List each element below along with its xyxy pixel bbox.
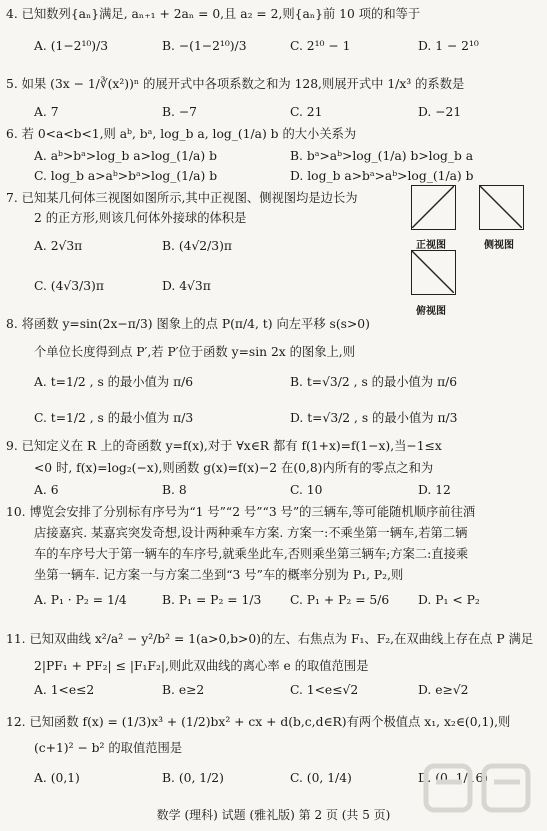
question-11-option-c: C. 1<e≤√2 [290,683,359,697]
question-8-option-d: D. t=√3/2 , s 的最小值为 π/3 [290,411,458,425]
question-11-stem-line-1: 11. 已知双曲线 x²/a² − y²/b² = 1(a>0,b>0)的左、右焦点为 F₁、F₂,在双曲线上存在点 P 满足 [6,632,534,646]
question-4-stem: 4. 已知数列{aₙ}满足, aₙ₊₁ + 2aₙ = 0,且 a₂ = 2,则{aₙ}前 10 项的和等于 [6,7,421,21]
top-view-diagonal [412,251,454,293]
page-footer: 数学 (理科) 试题 (雅礼版) 第 2 页 (共 5 页) [156,808,391,822]
question-6-stem: 6. 若 0<a<b<1,则 aᵇ, bᵃ, log_b a, log_(1/a) b 的大小关系为 [6,127,357,141]
question-7-option-d: D. 4√3π [162,279,211,293]
question-12-stem-line-2: (c+1)² − b² 的取值范围是 [34,741,183,755]
question-6-option-b: B. bᵃ>aᵇ>log_(1/a) b>log_b a [290,149,474,163]
question-9-stem-line-1: 9. 已知定义在 R 上的奇函数 y=f(x),对于 ∀x∈R 都有 f(1+x)=f(1−x),当−1≤x [6,439,442,453]
question-7-option-c: C. (4√3/3)π [34,279,104,293]
question-11-option-b: B. e≥2 [162,683,205,697]
front-view-diagonal [412,186,454,228]
question-9-option-b: B. 8 [162,483,187,497]
question-7-stem-line-1: 7. 已知某几何体三视图如图所示,其中正视图、侧视图均是边长为 [6,191,358,205]
question-12-option-b: B. (0, 1/2) [162,771,224,785]
question-4-option-c: C. 2¹⁰ − 1 [290,39,351,53]
question-11-option-a: A. 1<e≤2 [34,683,95,697]
question-4-option-b: B. −(1−2¹⁰)/3 [162,39,247,53]
question-8-stem-line-1: 8. 将函数 y=sin(2x−π/3) 图象上的点 P(π/4, t) 向左平移 s(s>0) [6,317,370,331]
question-12-option-c: C. (0, 1/4) [290,771,352,785]
question-10-stem-line-1: 10. 博览会安排了分别标有序号为“1 号”“2 号”“3 号”的三辆车,等可能随机顺序前往酒 [6,505,476,519]
front-view-figure [411,185,456,230]
question-10-stem-line-4: 坐第一辆车. 记方案一与方案二坐到“3 号”车的概率分别为 P₁, P₂,则 [34,568,404,582]
question-10-option-b: B. P₁ = P₂ = 1/3 [162,593,262,607]
question-8-option-b: B. t=√3/2 , s 的最小值为 π/6 [290,375,458,389]
question-4-option-a: A. (1−2¹⁰)/3 [34,39,109,53]
question-12-option-d: D. (0, 1/16) [418,771,489,785]
question-9-option-a: A. 6 [34,483,59,497]
question-5-option-d: D. −21 [418,105,462,119]
question-12-stem-line-1: 12. 已知函数 f(x) = (1/3)x³ + (1/2)bx² + cx + d(b,c,d∈R)有两个极值点 x₁, x₂∈(0,1),则 [6,715,511,729]
question-8-option-a: A. t=1/2 , s 的最小值为 π/6 [34,375,194,389]
question-5-option-a: A. 7 [34,105,59,119]
question-6-option-a: A. aᵇ>bᵃ>log_b a>log_(1/a) b [34,149,217,163]
question-6-option-d: D. log_b a>bᵃ>aᵇ>log_(1/a) b [290,169,474,183]
question-5-option-c: C. 21 [290,105,323,119]
question-7-stem-line-2: 2 的正方形,则该几何体外接球的体积是 [34,211,247,225]
question-9-stem-line-2: <0 时, f(x)=log₂(−x),则函数 g(x)=f(x)−2 在(0,8)内所有的零点之和为 [34,461,434,475]
question-11-stem-line-2: 2|PF₁ + PF₂| ≤ |F₁F₂|,则此双曲线的离心率 e 的取值范围是 [34,659,369,673]
question-10-option-a: A. P₁ · P₂ = 1/4 [34,593,127,607]
side-view-diagonal [480,186,522,228]
question-12-option-a: A. (0,1) [34,771,80,785]
question-10-option-d: D. P₁ < P₂ [418,593,480,607]
top-view-label: 俯视图 [416,306,446,317]
side-view-label: 侧视图 [484,240,514,251]
question-11-option-d: D. e≥√2 [418,683,469,697]
question-10-option-c: C. P₁ + P₂ = 5/6 [290,593,390,607]
question-8-stem-line-2: 个单位长度得到点 P′,若 P′位于函数 y=sin 2x 的图象上,则 [34,345,356,359]
side-view-figure [479,185,524,230]
question-7-option-a: A. 2√3π [34,239,83,253]
question-8-option-c: C. t=1/2 , s 的最小值为 π/3 [34,411,194,425]
question-9-option-c: C. 10 [290,483,323,497]
question-10-stem-line-2: 店接嘉宾. 某嘉宾突发奇想,设计两种乘车方案. 方案一:不乘坐第一辆车,若第二辆 [34,526,468,540]
question-10-stem-line-3: 车的车序号大于第一辆车的车序号,就乘坐此车,否则乘坐第三辆车;方案二:直接乘 [34,547,469,561]
question-5-option-b: B. −7 [162,105,197,119]
question-5-stem: 5. 如果 (3x − 1/∛(x²))ⁿ 的展开式中各项系数之和为 128,则展开式中 1/x³ 的系数是 [6,77,465,91]
question-6-option-c: C. log_b a>aᵇ>bᵃ>log_(1/a) b [34,169,218,183]
top-view-figure [411,250,456,295]
question-9-option-d: D. 12 [418,483,451,497]
front-view-label: 正视图 [416,240,446,251]
question-4-option-d: D. 1 − 2¹⁰ [418,39,479,53]
question-7-option-b: B. (4√2/3)π [162,239,232,253]
